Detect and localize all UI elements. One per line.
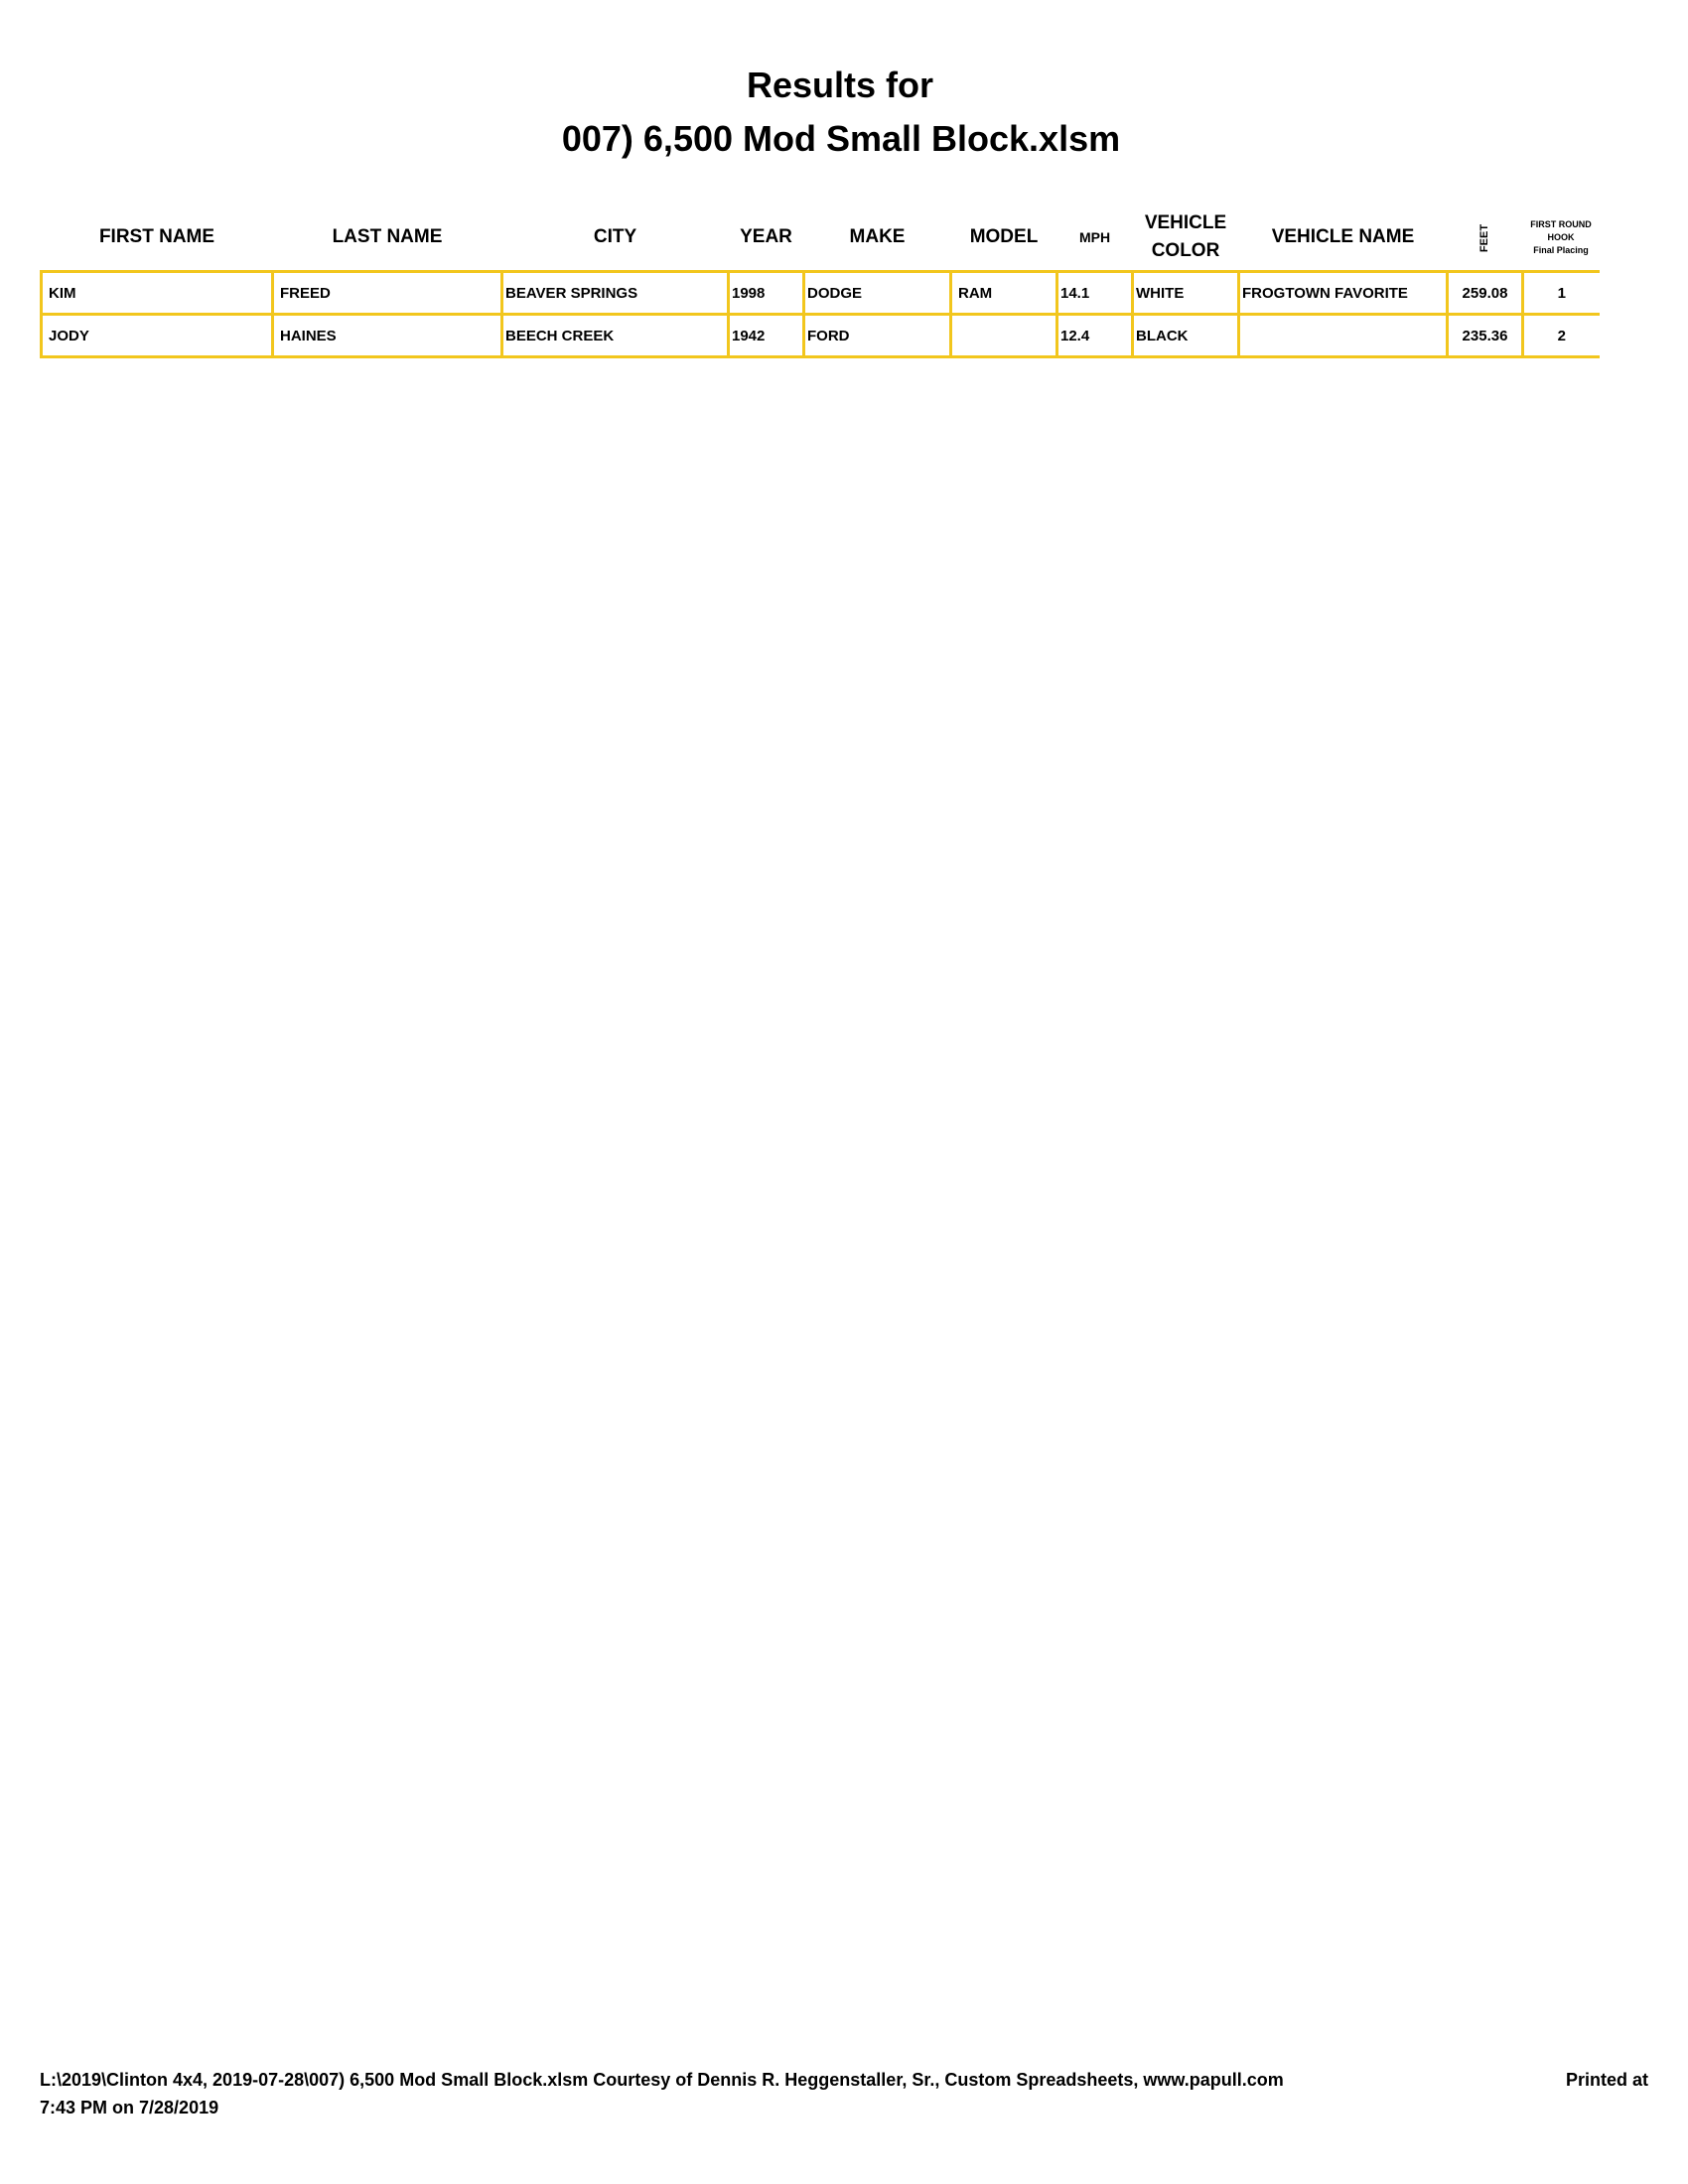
header-last-name: LAST NAME — [332, 226, 443, 247]
header-model: MODEL — [969, 226, 1039, 247]
cell-vehicle-name — [1239, 315, 1448, 357]
cell-make: FORD — [804, 315, 951, 357]
header-vehicle-color-line2: COLOR — [1151, 240, 1220, 261]
header-vehicle-color-line1: VEHICLE — [1144, 212, 1227, 233]
cell-placing: 1 — [1523, 272, 1600, 315]
cell-model: RAM — [951, 272, 1057, 315]
table-row — [42, 315, 1600, 357]
header-first-name: FIRST NAME — [98, 226, 215, 247]
header-placing-line1: FIRST ROUND — [1530, 218, 1592, 229]
header-vehicle-name: VEHICLE NAME — [1271, 226, 1415, 247]
footer-printed-label: Printed at — [1565, 2070, 1648, 2090]
cell-feet: 235.36 — [1448, 315, 1523, 357]
header-placing-line2: HOOK — [1547, 231, 1575, 242]
table-header-row — [42, 205, 1600, 272]
cell-city: BEAVER SPRINGS — [502, 272, 729, 315]
cell-make: DODGE — [804, 272, 951, 315]
page-footer — [40, 2066, 1658, 2117]
footer-printed-time: 7:43 PM on 7/28/2019 — [40, 2098, 219, 2117]
cell-last-name: HAINES — [273, 315, 502, 357]
cell-model — [951, 315, 1057, 357]
header-feet-label: FEET — [1478, 223, 1491, 253]
cell-year: 1942 — [729, 315, 804, 357]
cell-first-name: KIM — [42, 272, 273, 315]
header-city: CITY — [593, 226, 637, 247]
cell-year: 1998 — [729, 272, 804, 315]
cell-mph: 12.4 — [1057, 315, 1133, 357]
cell-mph: 14.1 — [1057, 272, 1133, 315]
header-year: YEAR — [740, 226, 792, 247]
header-vehicle-color — [1133, 205, 1239, 272]
results-table — [40, 205, 1600, 358]
cell-vehicle-name: FROGTOWN FAVORITE — [1239, 272, 1448, 315]
page-title: Results for — [746, 65, 934, 105]
cell-city: BEECH CREEK — [502, 315, 729, 357]
header-make: MAKE — [849, 226, 906, 247]
cell-feet: 259.08 — [1448, 272, 1523, 315]
cell-placing: 2 — [1523, 315, 1600, 357]
header-placing-line3: Final Placing — [1533, 244, 1589, 255]
header-feet — [1448, 205, 1523, 272]
table-row — [42, 272, 1600, 315]
cell-first-name: JODY — [42, 315, 273, 357]
header-placing — [1523, 205, 1600, 272]
cell-last-name: FREED — [273, 272, 502, 315]
cell-vehicle-color: WHITE — [1133, 272, 1239, 315]
cell-vehicle-color: BLACK — [1133, 315, 1239, 357]
page-subtitle: 007) 6,500 Mod Small Block.xlsm — [561, 118, 1121, 159]
footer-path-text: L:\2019\Clinton 4x4, 2019-07-28\007) 6,500 Mod Small Block.xlsm Courtesy of Dennis R. Heggenstaller, Sr., Custom Spreadsheets, www.papull.com — [40, 2070, 1284, 2090]
header-mph: MPH — [1078, 229, 1111, 245]
